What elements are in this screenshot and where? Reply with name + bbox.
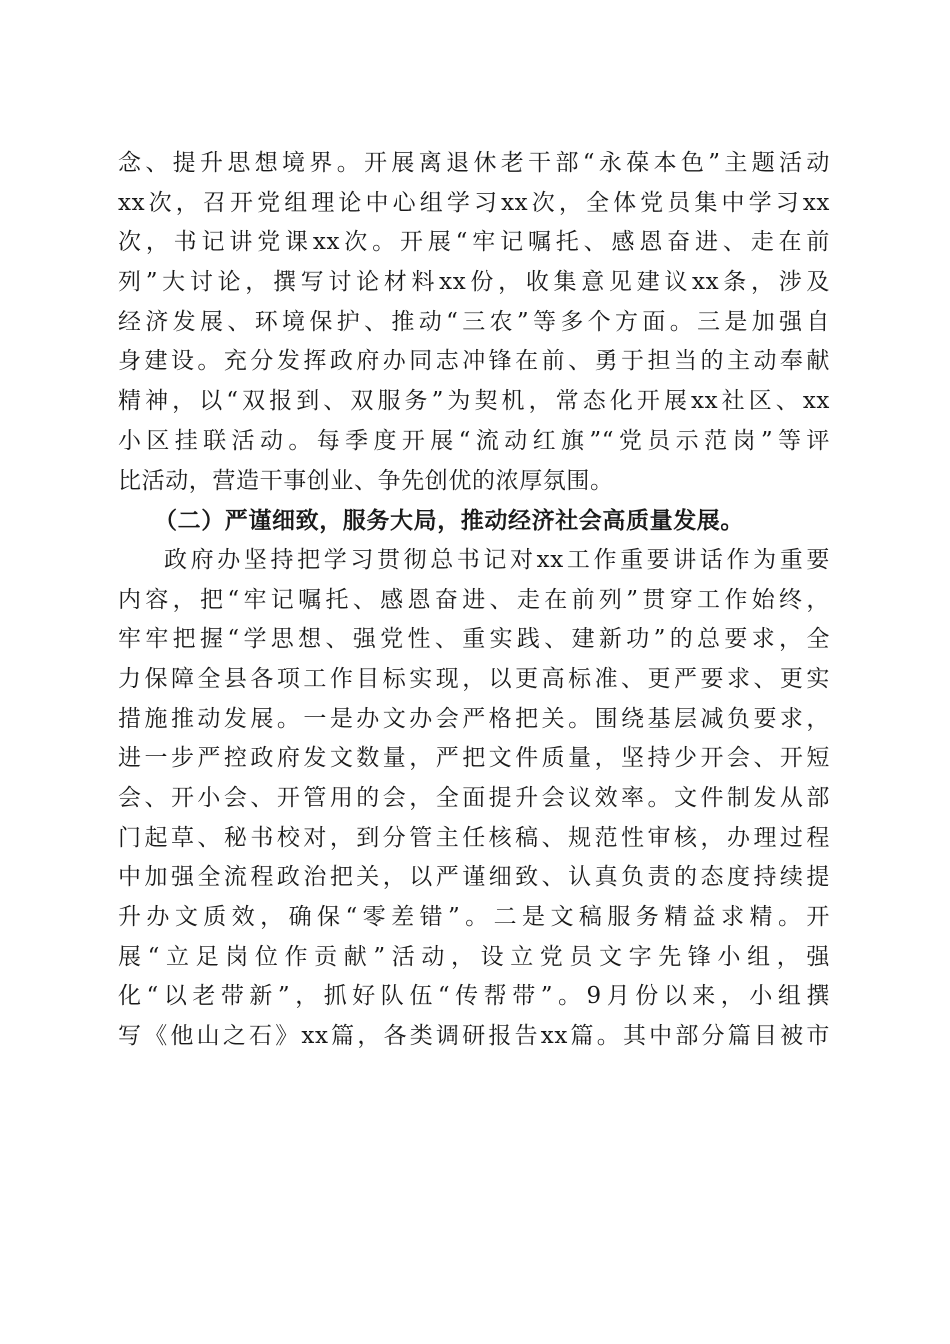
paragraph-line: 进一步严控政府发文数量，严把文件质量，坚持少开会、开短 [118, 745, 830, 772]
paragraph-line: 化“以老带新”，抓好队伍“传帮带”。9月份以来，小组撰 [118, 983, 830, 1010]
paragraph-line: 念、提升思想境界。开展离退休老干部“永葆本色”主题活动 [118, 150, 830, 176]
paragraph-line: 经济发展、环境保护、推动“三农”等多个方面。三是加强自 [118, 308, 830, 335]
paragraph-line: 次，书记讲党课xx次。开展“牢记嘱托、感恩奋进、走在前 [118, 229, 830, 256]
paragraph-line: 比活动，营造干事创业、争先创优的浓厚氛围。 [118, 467, 614, 494]
paragraph-line: 写《他山之石》xx篇，各类调研报告xx篇。其中部分篇目被市 [118, 1023, 830, 1050]
paragraph-line: 升办文质效，确保“零差错”。二是文稿服务精益求精。开 [118, 904, 830, 931]
paragraph-line: 措施推动发展。一是办文办会严格把关。围绕基层减负要求， [118, 705, 830, 732]
paragraph-line: 力保障全县各项工作目标实现，以更高标准、更严要求、更实 [118, 665, 830, 692]
paragraph-line: 政府办坚持把学习贯彻总书记对xx工作重要讲话作为重要 [164, 546, 830, 573]
paragraph-line: xx次，召开党组理论中心组学习xx次，全体党员集中学习xx [118, 189, 830, 216]
document-body [118, 144, 830, 1057]
paragraph-line: 门起草、秘书校对，到分管主任核稿、规范性审核，办理过程 [118, 824, 830, 851]
paragraph-line: 牢牢把握“学思想、强党性、重实践、建新功”的总要求，全 [118, 626, 830, 653]
paragraph-line: 身建设。充分发挥政府办同志冲锋在前、勇于担当的主动奉献 [118, 348, 830, 375]
section-heading: （二）严谨细致，服务大局，推动经济社会高质量发展。 [154, 507, 744, 535]
paragraph-line: 会、开小会、开管用的会，全面提升会议效率。文件制发从部 [118, 785, 830, 811]
paragraph-line: 内容，把“牢记嘱托、感恩奋进、走在前列”贯穿工作始终， [118, 586, 830, 613]
paragraph-line: 小区挂联活动。每季度开展“流动红旗”“党员示范岗”等评 [118, 427, 830, 454]
paragraph-line: 精神，以“双报到、双服务”为契机，常态化开展xx社区、xx [118, 388, 830, 415]
paragraph-line: 展“立足岗位作贡献”活动，设立党员文字先锋小组，强 [118, 943, 830, 970]
paragraph-line: 中加强全流程政治把关，以严谨细致、认真负责的态度持续提 [118, 864, 830, 891]
paragraph-line: 列”大讨论，撰写讨论材料xx份，收集意见建议xx条，涉及 [118, 269, 830, 296]
